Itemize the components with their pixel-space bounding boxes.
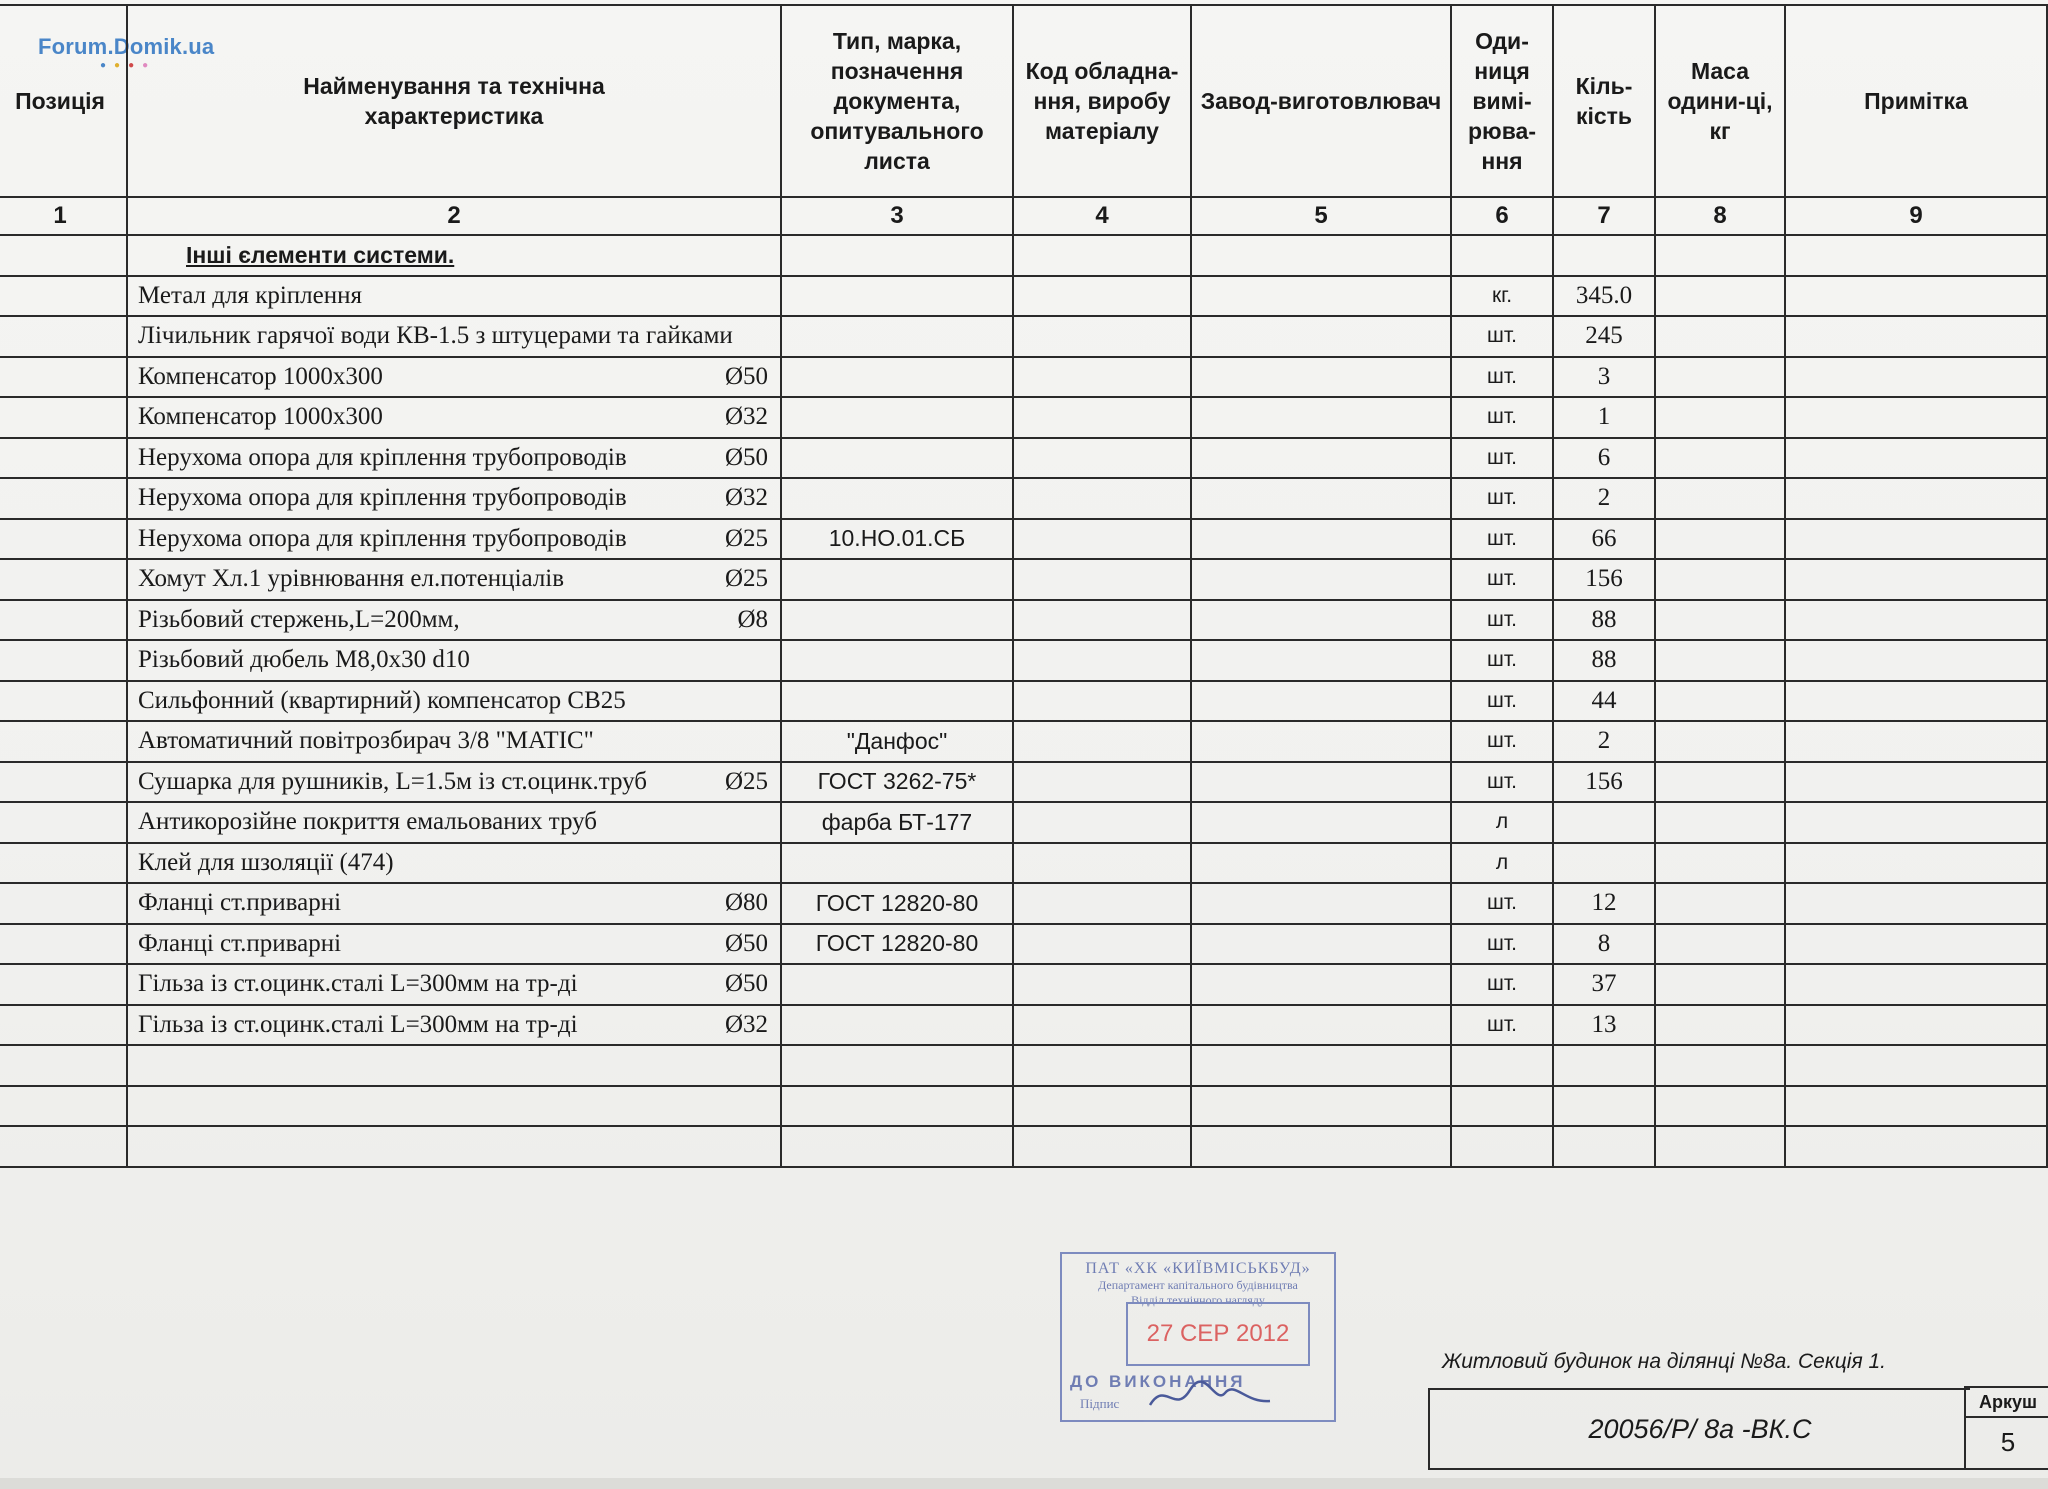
unit-cell: шт. [1451,640,1553,681]
manufacturer-cell [1191,276,1451,317]
item-name: Метал для кріплення [138,281,363,309]
quantity-cell: 88 [1553,600,1655,641]
note-cell [1785,721,2047,762]
code-cell [1013,397,1191,438]
quantity-cell: 6 [1553,438,1655,479]
name-cell [127,640,781,681]
note-cell [1785,600,2047,641]
mass-cell [1655,640,1785,681]
item-diameter: Ø50 [724,970,768,998]
column-number: 8 [1655,197,1785,235]
manufacturer-cell [1191,883,1451,924]
position-cell [0,397,127,438]
code-cell [1013,681,1191,722]
quantity-cell: 66 [1553,519,1655,560]
mass-cell [1655,559,1785,600]
note-cell [1785,802,2047,843]
table-row [0,316,2047,357]
manufacturer-cell [1191,519,1451,560]
sheet-number-box [1964,1386,2048,1470]
doc-cell: ГОСТ 3262-75* [781,762,1013,803]
name-cell [127,964,781,1005]
code-cell [1013,964,1191,1005]
mass-cell [1655,438,1785,479]
header-note: Примітка [1785,5,2047,197]
column-number-row [0,197,2047,235]
code-cell [1013,843,1191,884]
stamp-line5: Підпис [1080,1396,1120,1411]
note-cell [1785,276,2047,317]
name-cell [127,843,781,884]
manufacturer-cell [1191,316,1451,357]
drawing-code: 20056/Р/ 8а -ВК.С [1588,1414,1812,1444]
table-row [0,438,2047,479]
unit-cell: шт. [1451,721,1553,762]
quantity-cell: 3 [1553,357,1655,398]
item-diameter: Ø32 [724,484,768,512]
header-row [0,5,2047,197]
item-name: Нерухома опора для кріплення трубопроводів [138,443,627,471]
position-cell [0,519,127,560]
note-cell [1785,397,2047,438]
column-number: 7 [1553,197,1655,235]
quantity-cell: 1 [1553,397,1655,438]
unit-cell: шт. [1451,600,1553,641]
code-cell [1013,357,1191,398]
table-row [0,519,2047,560]
position-cell [0,559,127,600]
empty-row [0,1045,2047,1086]
note-cell [1785,519,2047,560]
table-row [0,721,2047,762]
mass-cell [1655,721,1785,762]
doc-cell [781,964,1013,1005]
unit-cell: шт. [1451,924,1553,965]
table-row [0,1005,2047,1046]
position-cell [0,721,127,762]
table-row [0,397,2047,438]
manufacturer-cell [1191,964,1451,1005]
code-cell [1013,438,1191,479]
unit-cell: шт. [1451,762,1553,803]
manufacturer-cell [1191,762,1451,803]
header-mass: Маса одини-ці, кг [1655,5,1785,197]
name-cell [127,276,781,317]
note-cell [1785,559,2047,600]
position-cell [0,478,127,519]
item-diameter: Ø50 [724,929,768,957]
unit-cell: шт. [1451,883,1553,924]
unit-cell: шт. [1451,438,1553,479]
item-diameter: Ø80 [724,889,768,917]
doc-cell [781,397,1013,438]
name-cell [127,802,781,843]
item-name: Гільза із ст.оцинк.сталі L=300мм на тр-ді [138,1010,578,1038]
position-cell [0,681,127,722]
mass-cell [1655,924,1785,965]
sheet-number: 5 [2000,1427,2016,1457]
table-row [0,883,2047,924]
manufacturer-cell [1191,924,1451,965]
position-cell [0,843,127,884]
quantity-cell [1553,843,1655,884]
code-cell [1013,640,1191,681]
doc-cell [781,559,1013,600]
table-row [0,559,2047,600]
item-name: Автоматичний повітрозбирач 3/8 "MATIC" [138,727,594,755]
doc-cell [781,276,1013,317]
item-name: Гільза із ст.оцинк.сталі L=300мм на тр-ді [138,970,578,998]
position-cell [0,964,127,1005]
code-cell [1013,478,1191,519]
name-cell [127,357,781,398]
manufacturer-cell [1191,1005,1451,1046]
note-cell [1785,316,2047,357]
header-type: Тип, марка, позначення документа, опитувального листа [781,5,1013,197]
header-name: Найменування та технічна характеристика [127,5,781,197]
item-name: Фланці ст.приварні [138,929,342,957]
doc-cell: "Данфос" [781,721,1013,762]
item-diameter: Ø32 [724,403,768,431]
page-edge [0,1478,2048,1489]
unit-cell: шт. [1451,559,1553,600]
column-number: 3 [781,197,1013,235]
item-diameter: Ø32 [724,1010,768,1038]
position-cell [0,276,127,317]
note-cell [1785,478,2047,519]
unit-cell: кг. [1451,276,1553,317]
mass-cell [1655,1005,1785,1046]
stamp-date: 27 СЕР 2012 [1126,1302,1310,1366]
doc-cell: фарба БТ-177 [781,802,1013,843]
column-number: 6 [1451,197,1553,235]
item-diameter: Ø25 [724,565,768,593]
item-diameter: Ø25 [724,524,768,552]
title-block [1428,1388,1970,1470]
unit-cell: шт. [1451,478,1553,519]
stamp-line4: ДО ВИКОНАННЯ [1070,1372,1246,1391]
doc-cell [781,478,1013,519]
sheet-label: Аркуш [1966,1388,2048,1418]
quantity-cell: 156 [1553,559,1655,600]
mass-cell [1655,762,1785,803]
name-cell [127,1005,781,1046]
manufacturer-cell [1191,721,1451,762]
header-manufacturer: Завод-виготовлювач [1191,5,1451,197]
mass-cell [1655,843,1785,884]
empty-row [0,1086,2047,1127]
manufacturer-cell [1191,478,1451,519]
mass-cell [1655,802,1785,843]
mass-cell [1655,316,1785,357]
name-cell [127,721,781,762]
unit-cell: шт. [1451,519,1553,560]
name-cell [127,681,781,722]
column-number: 5 [1191,197,1451,235]
code-cell [1013,519,1191,560]
code-cell [1013,276,1191,317]
stamp-line1: ПАТ «ХК «КИЇВМІСЬКБУД» [1085,1260,1311,1277]
manufacturer-cell [1191,802,1451,843]
project-caption: Житловий будинок на ділянці №8а. Секція 1. [1442,1350,1887,1373]
doc-cell: 10.НО.01.СБ [781,519,1013,560]
stamp-line2: Департамент капітального будівництва [1098,1278,1298,1292]
quantity-cell: 8 [1553,924,1655,965]
manufacturer-cell [1191,357,1451,398]
table-row [0,640,2047,681]
code-cell [1013,762,1191,803]
quantity-cell: 12 [1553,883,1655,924]
position-cell [0,802,127,843]
name-cell [127,397,781,438]
table-row [0,802,2047,843]
position-cell [0,924,127,965]
signature-icon [1145,1375,1275,1415]
position-cell [0,762,127,803]
mass-cell [1655,397,1785,438]
note-cell [1785,681,2047,722]
note-cell [1785,964,2047,1005]
quantity-cell: 2 [1553,721,1655,762]
table-row [0,964,2047,1005]
manufacturer-cell [1191,600,1451,641]
mass-cell [1655,519,1785,560]
mass-cell [1655,883,1785,924]
mass-cell [1655,600,1785,641]
section-title: Інші єлементи системи. [127,235,781,276]
doc-cell [781,681,1013,722]
note-cell [1785,924,2047,965]
header-quantity: Кіль-кість [1553,5,1655,197]
unit-cell: л [1451,843,1553,884]
quantity-cell: 44 [1553,681,1655,722]
table-row [0,357,2047,398]
position-cell [0,883,127,924]
watermark-logo: Forum.Domik.ua [38,34,215,59]
column-number: 9 [1785,197,2047,235]
unit-cell: шт. [1451,397,1553,438]
name-cell [127,762,781,803]
quantity-cell: 13 [1553,1005,1655,1046]
item-name: Сушарка для рушників, L=1.5м із ст.оцинк.труб [138,767,648,795]
doc-cell: ГОСТ 12820-80 [781,924,1013,965]
code-cell [1013,883,1191,924]
specification-table [0,4,2048,1168]
mass-cell [1655,681,1785,722]
unit-cell: шт. [1451,1005,1553,1046]
column-number: 4 [1013,197,1191,235]
doc-cell [781,1005,1013,1046]
doc-cell [781,843,1013,884]
position-cell [0,600,127,641]
item-name: Різьбовий дюбель М8,0х30 d10 [138,646,470,674]
doc-cell [781,600,1013,641]
item-diameter: Ø25 [724,767,768,795]
name-cell [127,924,781,965]
code-cell [1013,924,1191,965]
name-cell [127,438,781,479]
manufacturer-cell [1191,843,1451,884]
quantity-cell [1553,802,1655,843]
column-number: 1 [0,197,127,235]
code-cell [1013,721,1191,762]
item-name: Компенсатор 1000х300 [138,362,383,390]
mass-cell [1655,276,1785,317]
table-row [0,762,2047,803]
doc-cell [781,357,1013,398]
code-cell [1013,316,1191,357]
item-diameter: Ø50 [724,443,768,471]
table-row [0,600,2047,641]
position-cell [0,357,127,398]
item-name: Сильфонний (квартирний) компенсатор СВ25 [138,686,626,714]
unit-cell: шт. [1451,357,1553,398]
position-cell [0,316,127,357]
note-cell [1785,357,2047,398]
doc-cell: ГОСТ 12820-80 [781,883,1013,924]
item-name: Фланці ст.приварні [138,889,342,917]
unit-cell: шт. [1451,964,1553,1005]
position-cell [0,438,127,479]
code-cell [1013,802,1191,843]
header-unit: Оди-ниця вимі-рюва-ння [1451,5,1553,197]
mass-cell [1655,478,1785,519]
name-cell [127,519,781,560]
note-cell [1785,1005,2047,1046]
table-row [0,681,2047,722]
item-name: Нерухома опора для кріплення трубопроводів [138,524,627,552]
item-diameter: Ø50 [724,362,768,390]
quantity-cell: 88 [1553,640,1655,681]
doc-cell [781,438,1013,479]
name-cell [127,559,781,600]
name-cell [127,316,781,357]
column-number: 2 [127,197,781,235]
manufacturer-cell [1191,640,1451,681]
header-position: Позиція [0,5,127,197]
doc-cell [781,316,1013,357]
mass-cell [1655,357,1785,398]
quantity-cell: 345.0 [1553,276,1655,317]
item-name: Клей для шзоляції (474) [138,848,394,876]
note-cell [1785,843,2047,884]
code-cell [1013,559,1191,600]
manufacturer-cell [1191,438,1451,479]
name-cell [127,600,781,641]
table-row [0,276,2047,317]
unit-cell: шт. [1451,316,1553,357]
code-cell [1013,1005,1191,1046]
manufacturer-cell [1191,681,1451,722]
table-row [0,478,2047,519]
quantity-cell: 245 [1553,316,1655,357]
position-cell [0,640,127,681]
item-name: Різьбовий стержень,L=200мм, [138,605,460,633]
note-cell [1785,883,2047,924]
item-name: Хомут Хл.1 урівнювання ел.потенціалів [138,565,565,593]
watermark-dots-icon: ●●●● [100,60,157,71]
position-cell [0,1005,127,1046]
stamp-line3: Відділ технічного нагляду [1131,1293,1265,1307]
item-diameter: Ø8 [737,605,768,633]
item-name: Компенсатор 1000х300 [138,403,383,431]
name-cell [127,883,781,924]
quantity-cell: 37 [1553,964,1655,1005]
note-cell [1785,438,2047,479]
table-row [0,843,2047,884]
code-cell [1013,600,1191,641]
section-row [0,235,2047,276]
quantity-cell: 156 [1553,762,1655,803]
doc-cell [781,640,1013,681]
note-cell [1785,640,2047,681]
mass-cell [1655,964,1785,1005]
quantity-cell: 2 [1553,478,1655,519]
unit-cell: л [1451,802,1553,843]
item-name: Антикорозійне покриття емальованих труб [138,808,598,836]
name-cell [127,478,781,519]
table-row [0,924,2047,965]
manufacturer-cell [1191,397,1451,438]
empty-row [0,1126,2047,1167]
header-code: Код обладна-ння, виробу матеріалу [1013,5,1191,197]
item-name: Нерухома опора для кріплення трубопроводів [138,484,627,512]
item-name: Лічильник гарячої води КВ-1.5 з штуцерами та гайками [138,322,733,350]
unit-cell: шт. [1451,681,1553,722]
note-cell [1785,762,2047,803]
manufacturer-cell [1191,559,1451,600]
